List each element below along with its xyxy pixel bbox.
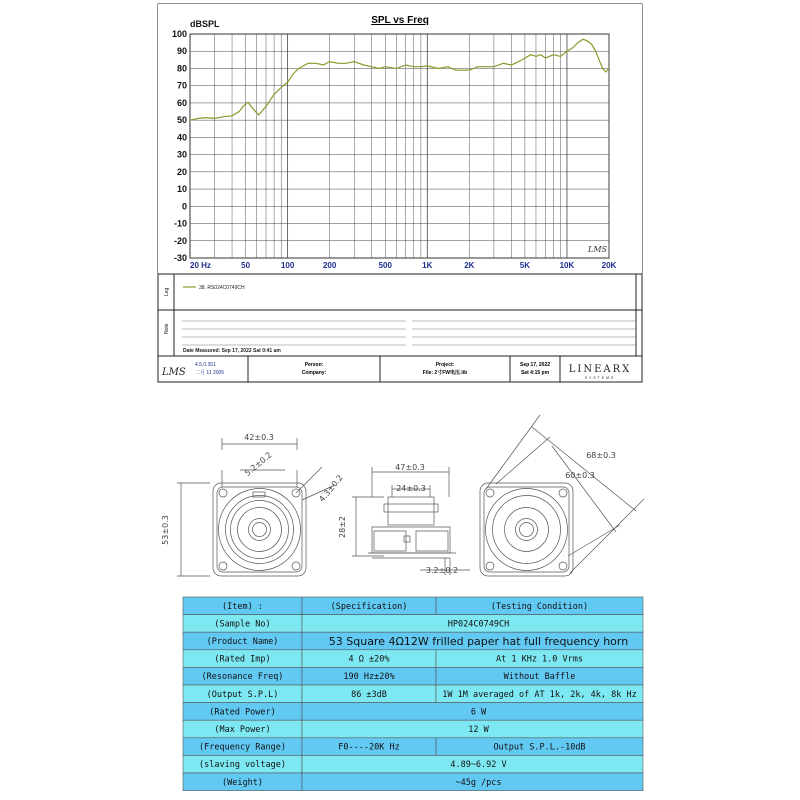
y-tick-label: 60 [176, 97, 187, 108]
spec-table [183, 597, 643, 791]
x-tick-label: 100 [280, 261, 295, 270]
dim-diag-60: 60±0.3 [565, 471, 595, 480]
dim-height-28: 28±2 [338, 516, 347, 538]
table-item-label: (Frequency Range) [199, 742, 286, 753]
table-header-cond-label: (Testing Condition) [490, 601, 589, 612]
table-cond-value: Without Baffle [503, 672, 576, 683]
chart-title: SPL vs Freq [371, 15, 429, 26]
project-label: Project: [435, 362, 455, 368]
y-tick-label: 40 [176, 132, 187, 143]
file-label: File: 2寸FW电压.lib [422, 370, 468, 376]
table-value: 12 W [468, 725, 489, 735]
dim-flange-32: 3.2±0.2 [425, 566, 459, 575]
front-view-drawing [177, 438, 335, 576]
notes-section-label: Note [164, 323, 170, 334]
table-value: ~45g /pcs [455, 777, 502, 788]
table-cond-value: 1W 1M averaged of AT 1k, 2k, 4k, 8k Hz [442, 689, 637, 700]
table-value: HP024C0749CH [447, 619, 510, 630]
linearx-subtitle: SYSTEMS [584, 376, 616, 380]
table-spec-value: 86 ±3dB [351, 689, 387, 700]
print-time: Sat 4:15 pm [520, 370, 550, 376]
lms-watermark: LMS [588, 245, 607, 254]
x-tick-label: 2K [464, 261, 475, 270]
table-spec-value: 4 Ω ±20% [348, 654, 390, 665]
table-item-label: (Max Power) [214, 725, 271, 735]
print-date: Sep 17, 2022 [519, 362, 551, 368]
table-item-label: (Output S.P.L) [206, 689, 279, 700]
x-tick-label: 20K [601, 261, 617, 270]
y-tick-label: 20 [176, 166, 187, 177]
dim-slot-52: 5.2±0.2 [243, 450, 274, 478]
legend-section-label: Leg [164, 287, 170, 296]
legend-entry: 38. RS024C0749CH [199, 285, 245, 291]
version-date: 二月 11 2005 [195, 370, 225, 376]
dim-hole-43: 4.3±0.2 [317, 473, 345, 504]
table-item-label: (Rated Imp) [214, 654, 271, 665]
table-item-label: (Item) : [222, 601, 263, 612]
y-tick-label: -30 [173, 253, 187, 263]
x-tick-label: 10K [559, 261, 575, 270]
date-measured: Date Measured: Sep 17, 2022 Sat 0:41 am [183, 348, 281, 354]
y-tick-label: 100 [171, 29, 187, 39]
dim-height-53: 53±0.3 [161, 515, 170, 545]
spl-plot [172, 29, 617, 270]
dim-width-42: 42±0.3 [244, 433, 274, 442]
dim-diag-68: 68±0.3 [586, 451, 616, 460]
y-axis-label: dBSPL [190, 19, 220, 29]
x-tick-label: 200 [322, 261, 337, 270]
y-tick-label: 50 [176, 115, 187, 126]
table-spec-value: 190 Hz±20% [343, 672, 395, 683]
back-view-drawing [480, 415, 644, 576]
y-tick-label: 30 [176, 149, 187, 160]
table-item-label: (Product Name) [206, 637, 279, 647]
x-tick-label: 50 [241, 261, 251, 270]
y-tick-label: 90 [176, 46, 187, 57]
company-label: Company: [301, 370, 327, 376]
person-label: Person: [304, 362, 324, 368]
x-tick-label: 5K [519, 261, 531, 270]
y-tick-label: 70 [176, 80, 187, 91]
x-tick-label: 500 [378, 261, 392, 270]
table-item-label: (Rated Power) [209, 707, 276, 718]
dim-magnet-24: 24±0.3 [396, 484, 426, 493]
y-tick-label: 10 [176, 184, 187, 195]
table-item-label: (Weight) [222, 777, 263, 788]
y-tick-label: -10 [173, 218, 187, 229]
table-cond-value: Output S.P.L.-10dB [493, 742, 586, 753]
lms-logo: LMS [162, 367, 186, 378]
dim-depth-47: 47±0.3 [395, 463, 425, 472]
table-cond-value: At 1 KHz 1.0 Vrms [496, 654, 583, 665]
table-value: 53 Square 4Ω12W frilled paper hat full frequency horn [328, 635, 629, 648]
table-item-label: (Sample No) [214, 619, 271, 630]
table-value: 4.89~6.92 V [450, 760, 507, 771]
table-item-label: (slaving voltage) [199, 760, 286, 771]
y-tick-label: -20 [173, 235, 187, 246]
x-tick-label: 1K [422, 261, 433, 270]
linearx-logo: LINEARX [568, 364, 632, 375]
table-header-spec-label: (Specification) [330, 601, 408, 612]
x-tick-label: 20 Hz [190, 261, 211, 270]
table-value: 6 W [470, 707, 487, 718]
table-item-label: (Resonance Freq) [201, 672, 284, 683]
version-number: 4.5.0.351 [195, 362, 216, 368]
y-tick-label: 0 [181, 201, 187, 212]
y-tick-label: 80 [176, 63, 187, 74]
table-spec-value: F0----20K Hz [338, 742, 400, 753]
